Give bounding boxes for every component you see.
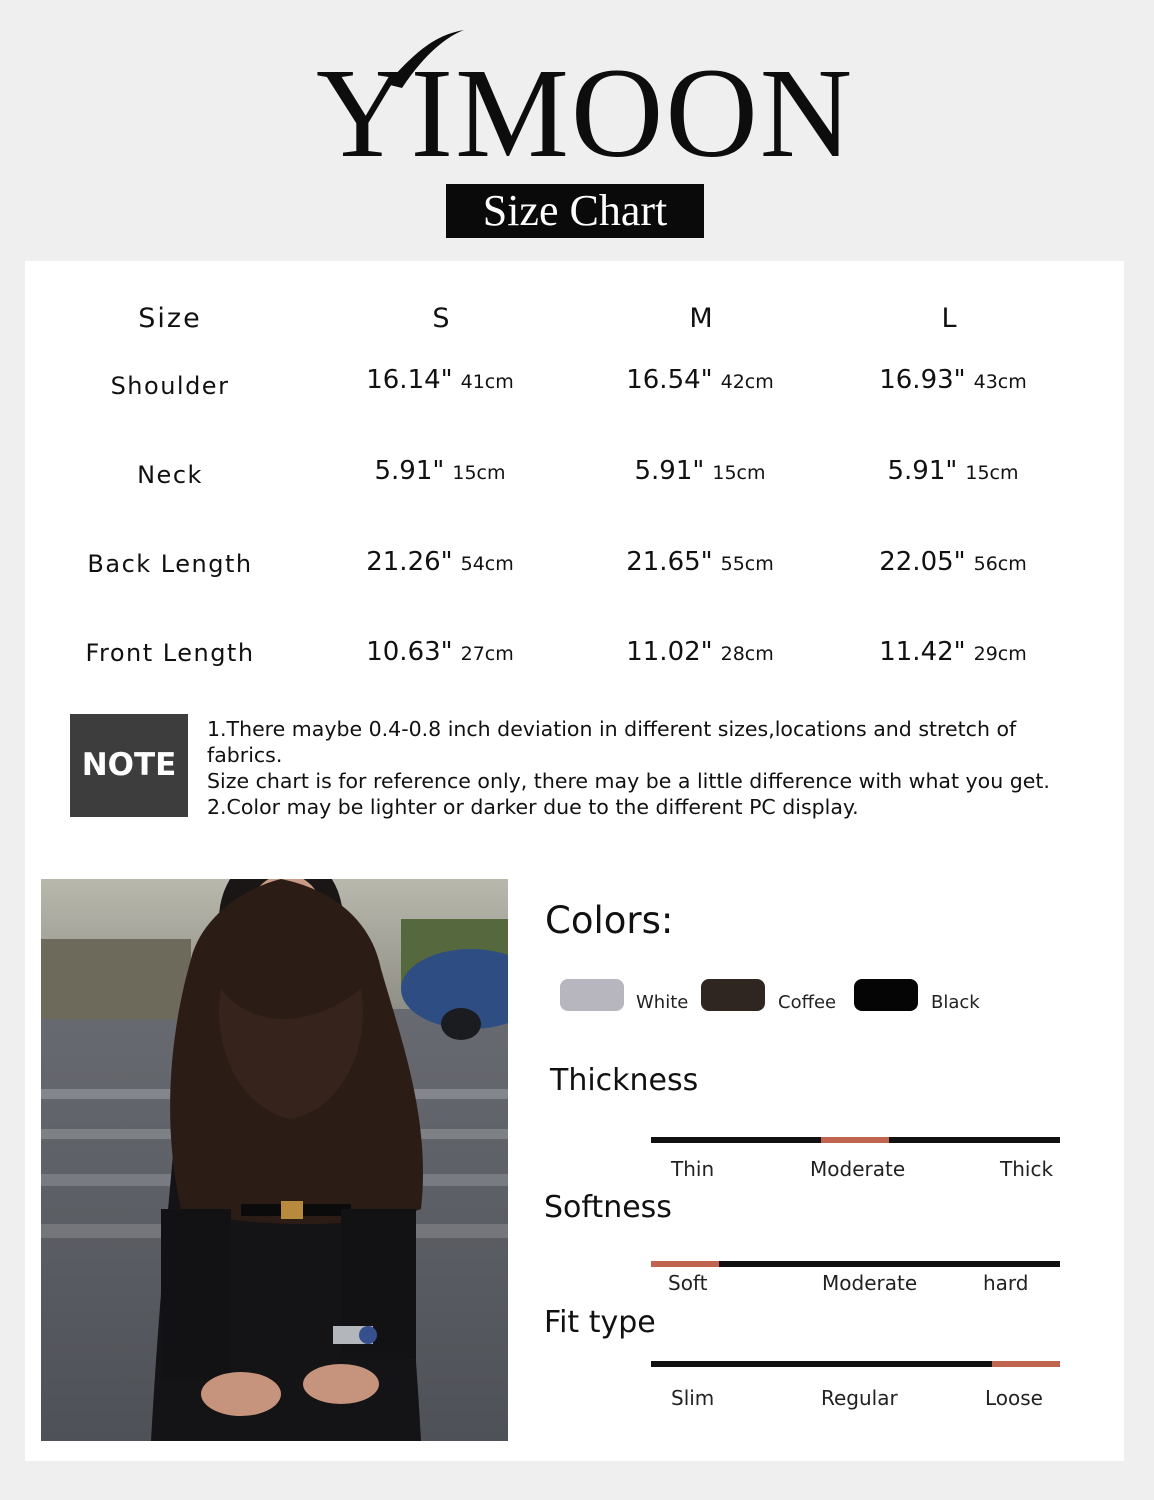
- header-l: L: [941, 303, 959, 334]
- header-s: S: [432, 303, 452, 334]
- row-label-back-length: Back Length: [87, 550, 253, 578]
- thickness-label-moderate: Moderate: [810, 1157, 906, 1181]
- table-cell: 22.05" 56cm: [879, 547, 1027, 577]
- brand-logo: YIMOON: [316, 42, 855, 184]
- fit-type-scale: [651, 1361, 1060, 1367]
- softness-label-hard: hard: [983, 1271, 1029, 1295]
- fit-type-label-regular: Regular: [821, 1386, 898, 1410]
- fit-type-title: Fit type: [544, 1305, 656, 1340]
- softness-label-soft: Soft: [668, 1271, 708, 1295]
- color-label-coffee: Coffee: [778, 992, 837, 1013]
- fit-type-label-loose: Loose: [985, 1386, 1043, 1410]
- softness-title: Softness: [544, 1190, 672, 1225]
- thickness-label-thick: Thick: [1000, 1157, 1054, 1181]
- product-photo: [41, 879, 508, 1441]
- table-cell: 21.65" 55cm: [626, 547, 774, 577]
- row-label-neck: Neck: [137, 461, 203, 489]
- thickness-label-thin: Thin: [671, 1157, 715, 1181]
- size-chart-badge: Size Chart: [446, 184, 704, 238]
- table-cell: 16.54" 42cm: [626, 365, 774, 395]
- table-cell: 5.91" 15cm: [887, 456, 1019, 486]
- color-label-black: Black: [931, 992, 980, 1013]
- note-line: 1.There maybe 0.4-0.8 inch deviation in different sizes,locations and stretch of fabrics.: [207, 717, 1017, 767]
- header-m: M: [689, 303, 715, 334]
- size-chart-card: [25, 261, 1124, 1461]
- header-size: Size: [138, 303, 202, 334]
- table-cell: 16.14" 41cm: [366, 365, 514, 395]
- row-label-front-length: Front Length: [85, 639, 255, 667]
- softness-scale: [651, 1261, 1060, 1267]
- table-cell: 21.26" 54cm: [366, 547, 514, 577]
- table-cell: 10.63" 27cm: [366, 637, 514, 667]
- thickness-title: Thickness: [550, 1063, 699, 1098]
- table-cell: 11.42" 29cm: [879, 637, 1027, 667]
- color-swatch-black[interactable]: [854, 979, 918, 1011]
- table-cell: 11.02" 28cm: [626, 637, 774, 667]
- color-swatch-white[interactable]: [560, 979, 624, 1011]
- note-line: Size chart is for reference only, there may be a little difference with what you get.: [207, 769, 1050, 793]
- thickness-scale: [651, 1137, 1060, 1143]
- table-cell: 5.91" 15cm: [374, 456, 506, 486]
- note-badge: NOTE: [70, 714, 188, 817]
- note-text: [207, 716, 1087, 820]
- note-line: 2.Color may be lighter or darker due to the different PC display.: [207, 795, 859, 819]
- color-label-white: White: [636, 992, 689, 1013]
- table-cell: 16.93" 43cm: [879, 365, 1027, 395]
- color-swatch-coffee[interactable]: [701, 979, 765, 1011]
- softness-label-moderate: Moderate: [822, 1271, 918, 1295]
- colors-title: Colors:: [545, 899, 674, 942]
- brand-header: [0, 0, 1154, 250]
- fit-type-label-slim: Slim: [671, 1386, 715, 1410]
- softness-indicator: [651, 1261, 719, 1267]
- fit-type-indicator: [992, 1361, 1060, 1367]
- row-label-shoulder: Shoulder: [110, 372, 230, 400]
- thickness-indicator: [821, 1137, 889, 1143]
- table-cell: 5.91" 15cm: [634, 456, 766, 486]
